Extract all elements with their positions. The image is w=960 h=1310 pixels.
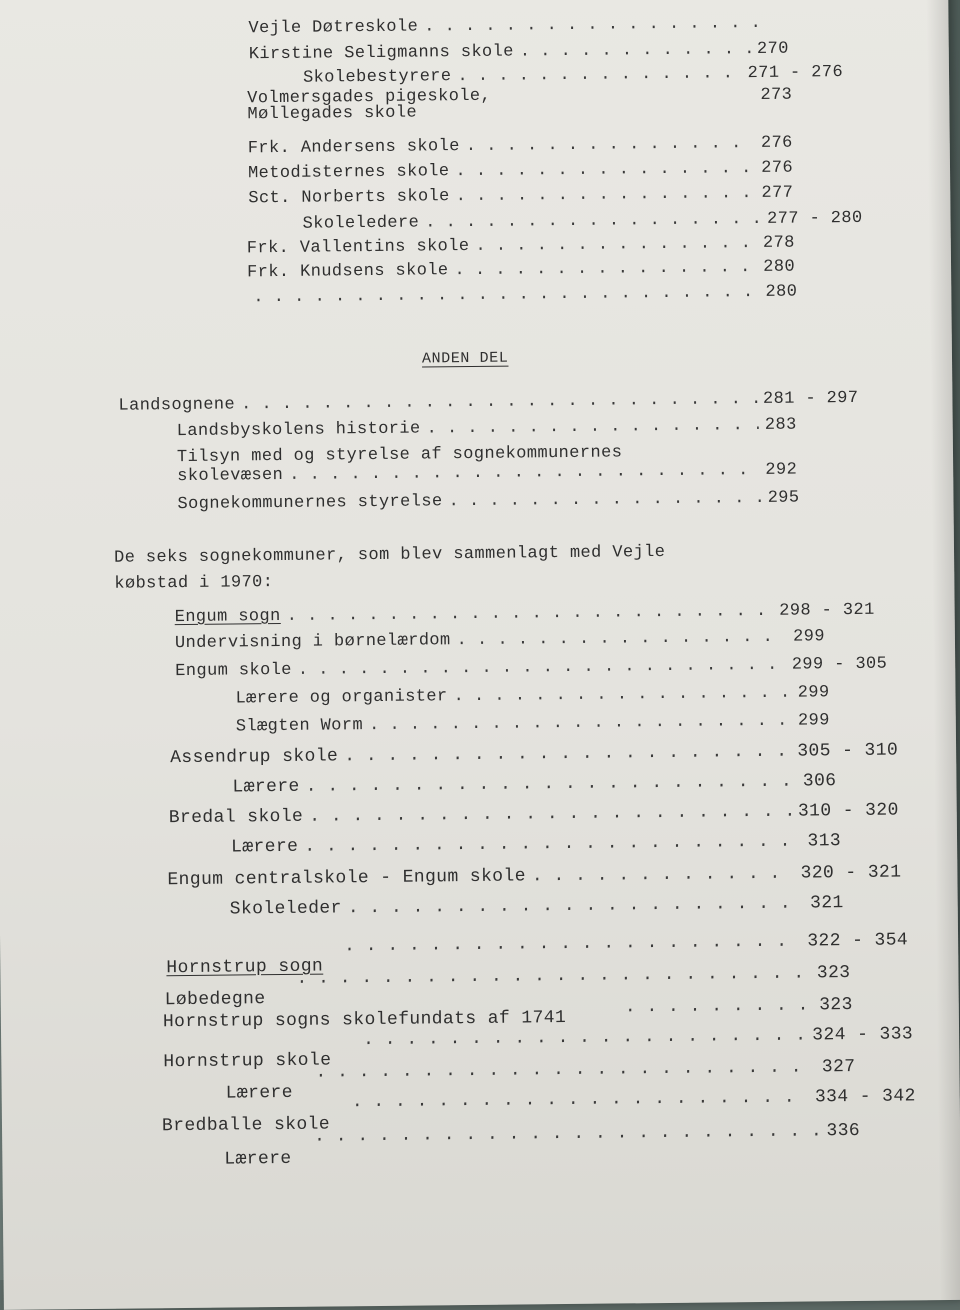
dot-leader [457, 64, 741, 86]
toc-entry-page: 281 - 297 [762, 388, 859, 409]
toc-entry-title: Vejle Døtreskole [248, 17, 419, 39]
toc-entry-title: Lærere [224, 1148, 292, 1170]
toc-entry [248, 134, 793, 159]
toc-entry-page: 273 [760, 85, 793, 105]
toc-entry-title: Løbedegne [164, 989, 266, 1011]
toc-entry-page: 299 [797, 711, 830, 731]
toc-entry-title: Kirstine Seligmanns skole [248, 42, 514, 65]
toc-entry-page: 277 [761, 183, 794, 203]
toc-entry [302, 209, 862, 234]
dot-leader [456, 184, 756, 206]
toc-entry-title: Assendrup skole [170, 746, 339, 769]
toc-entry [248, 159, 793, 184]
toc-entry-page: 321 [810, 893, 844, 914]
toc-entry [177, 416, 797, 441]
dot-leader [289, 461, 759, 485]
toc-entry-page: 323 [819, 995, 853, 1016]
dot-leader [352, 1087, 809, 1112]
dot-leader [453, 684, 791, 707]
dot-leader [298, 656, 786, 680]
toc-entry-title: Hornstrup sogns skolefundats af 1741 [162, 1008, 567, 1033]
toc-entry [247, 234, 795, 259]
toc-entry-page: 324 - 333 [812, 1024, 914, 1046]
toc-entry [169, 801, 899, 829]
toc-entry-title: Metodisternes skole [247, 162, 450, 184]
toc-entry-title: Lærere og organister [235, 687, 448, 709]
toc-entry-title: Frk. Vallentins skole [246, 236, 470, 259]
toc-entry-title: Skoleleder [229, 898, 342, 920]
dot-leader [448, 489, 761, 511]
toc-entry-page: 283 [764, 415, 797, 435]
toc-entry-page: 277 - 280 [767, 208, 863, 229]
toc-entry-title: Frk. Andersens skole [247, 137, 460, 159]
section-heading: ANDEN DEL [421, 349, 509, 368]
toc-entry-title: Engum centralskole - Engum skole [167, 866, 526, 891]
toc-entry-page: 299 [797, 683, 830, 703]
toc-entry-title-line: Tilsyn med og styrelse af sognekommunernes [176, 443, 623, 468]
dot-leader [348, 894, 805, 919]
toc-entry-title: Frk. Knudsens skole [246, 261, 449, 283]
intro-text-line: De seks sognekommuner, som blev sammenlagt med Vejle [113, 542, 666, 568]
toc-entry-title: Bredal skole [168, 806, 304, 829]
toc-entry-page: 323 [816, 963, 851, 984]
toc-entry [230, 893, 844, 919]
toc-entry-page: 276 [761, 158, 794, 178]
dot-leader [253, 283, 759, 307]
dot-leader [314, 1121, 821, 1146]
dot-leader [344, 932, 801, 957]
toc-entry [231, 831, 841, 857]
toc-entry [177, 489, 799, 515]
dot-leader [457, 628, 788, 650]
toc-entry-page: 271 - 276 [747, 63, 844, 84]
toc-entry-title: Engum skole [175, 660, 292, 682]
toc-entry-page: 306 [802, 771, 837, 792]
toc-entry [232, 771, 836, 797]
toc-entry-title-line: Volmersgades pigeskole, [247, 86, 492, 109]
toc-entry-title: Engum sogn [174, 606, 281, 628]
dot-leader [424, 14, 763, 37]
toc-entry-title: Landsognene [118, 395, 236, 416]
toc-entry-page: 310 - 320 [797, 800, 899, 822]
toc-entry-page: 276 [760, 133, 793, 153]
toc-entry-page: 278 [762, 233, 795, 253]
dot-leader [475, 234, 757, 256]
dot-leader [296, 963, 811, 988]
dot-leader [454, 258, 757, 280]
toc-entry [175, 655, 887, 681]
toc-entry-page: 299 - 305 [791, 654, 888, 675]
dot-leader [625, 995, 814, 1017]
toc-entry [175, 627, 825, 653]
toc-entry-title: skolevæsen [177, 465, 284, 487]
toc-entry-page: 280 [765, 282, 798, 302]
toc-entry-page: 295 [767, 488, 800, 508]
dot-leader [287, 602, 774, 626]
toc-entry [248, 184, 793, 209]
toc-entry [248, 14, 768, 38]
toc-entry-page: 320 - 321 [800, 862, 902, 884]
toc-entry-page: 292 [765, 460, 798, 480]
toc-entry-title: Bredballe skole [161, 1114, 331, 1137]
dot-leader [315, 1057, 816, 1082]
toc-entry-title: Møllegades skole [247, 103, 418, 125]
dot-leader [425, 210, 761, 233]
toc-entry-title: Hornstrup skole [163, 1050, 332, 1073]
toc-entry-page: 280 [763, 257, 796, 277]
toc-entry-title: Skolebestyrere [302, 67, 452, 88]
toc-entry [236, 711, 830, 736]
dot-leader [241, 390, 757, 414]
dot-leader [520, 40, 751, 61]
toc-entry-title: Skoleledere [302, 213, 420, 234]
toc-entry-title: Undervisning i børnelærdom [174, 631, 451, 654]
toc-entry [175, 601, 875, 627]
dot-leader [426, 416, 759, 438]
toc-entry [247, 258, 795, 283]
toc-entry [166, 930, 908, 958]
toc-entry-title: Sognekommunernes styrelse [177, 492, 443, 515]
toc-entry-page: 298 - 321 [779, 600, 875, 621]
toc-entry [235, 683, 829, 708]
dot-leader [309, 802, 792, 827]
dot-leader [532, 864, 795, 887]
dot-leader [369, 712, 792, 735]
toc-entry [303, 63, 843, 88]
toc-entry [249, 40, 789, 65]
toc-entry-title: Slægten Worm [235, 716, 364, 737]
dot-leader [363, 1026, 806, 1051]
dot-leader [306, 772, 797, 797]
dot-leader [344, 742, 791, 767]
dot-leader [466, 134, 755, 156]
toc-entry-page: 270 [756, 39, 789, 59]
toc-entry-title: Landsbyskolens historie [176, 419, 421, 442]
dot-leader [455, 159, 755, 181]
toc-entry-page: 299 [793, 627, 826, 647]
toc-entry [247, 283, 797, 308]
toc-entry [118, 389, 858, 416]
toc-entry-title: Sct. Norberts skole [248, 187, 450, 209]
toc-entry-title: Lærere [230, 836, 299, 858]
toc-entry-page: 322 - 354 [807, 930, 909, 952]
toc-entry [167, 863, 901, 891]
toc-entry-title: Lærere [225, 1082, 293, 1104]
toc-entry-page: 336 [826, 1120, 861, 1142]
toc-entry-page: 327 [821, 1056, 856, 1078]
intro-text-line: købstad i 1970: [114, 573, 274, 594]
toc-entry-page: 313 [807, 831, 842, 852]
toc-entry-page: 305 - 310 [797, 740, 899, 762]
toc-entry-page: 334 - 342 [814, 1086, 916, 1108]
toc-entry-title: Lærere [232, 776, 300, 798]
toc-entry-title: Hornstrup sogn [166, 956, 324, 979]
dot-leader [304, 832, 801, 857]
toc-entry [170, 741, 898, 769]
